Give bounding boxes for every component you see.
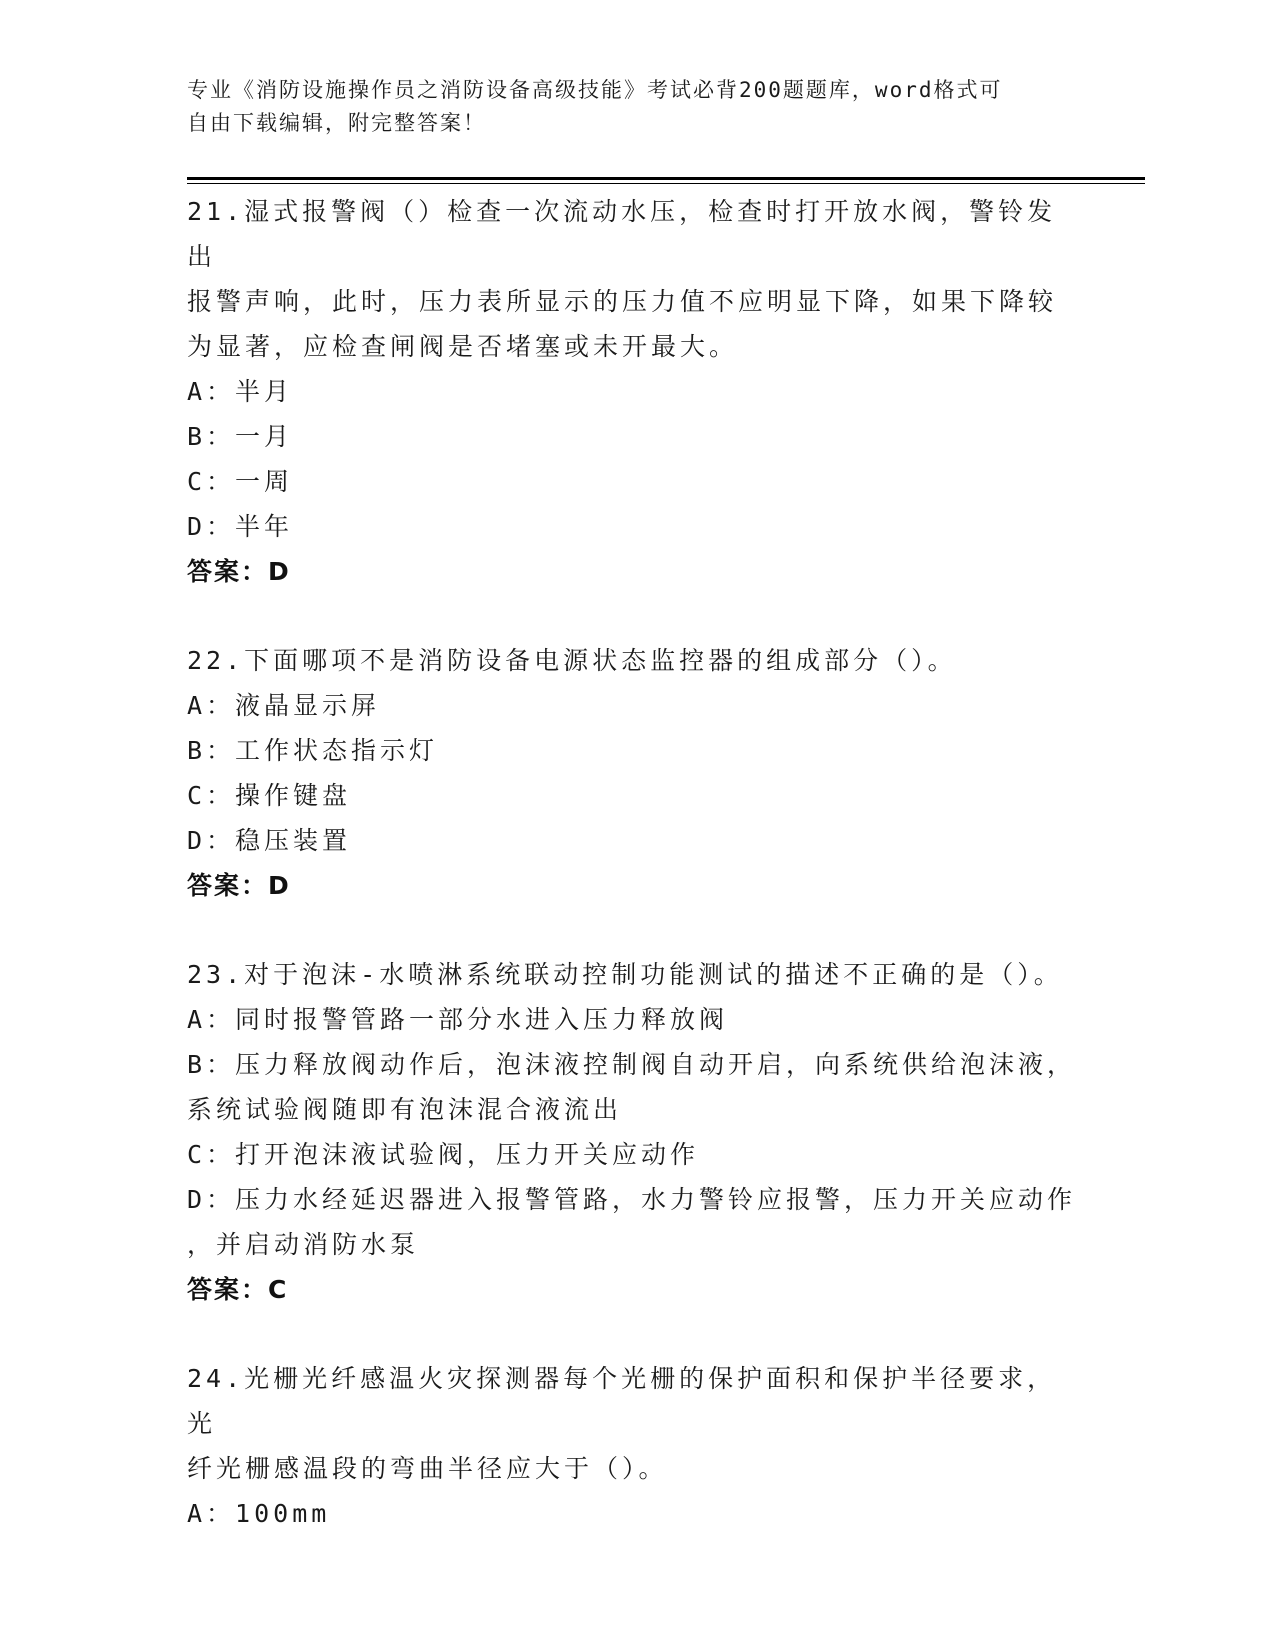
- option-c: C：打开泡沫液试验阀，压力开关应动作: [187, 1140, 700, 1169]
- option-a: A：液晶显示屏: [187, 691, 381, 720]
- option-b-continued: 系统试验阀随即有泡沫混合液流出: [187, 1095, 623, 1124]
- question-21: [187, 189, 1077, 594]
- option-d: D：压力水经延迟器进入报警管路，水力警铃应报警，压力开关应动作: [187, 1185, 1077, 1214]
- question-stem-line: 23.对于泡沫-水喷淋系统联动控制功能测试的描述不正确的是（）。: [187, 960, 1063, 989]
- option-d-continued: ，并启动消防水泵: [187, 1230, 420, 1259]
- option-a: A：半月: [187, 377, 294, 406]
- question-22: [187, 638, 1077, 908]
- header-line-2: 自由下载编辑，附完整答案！: [187, 111, 486, 135]
- header-divider-thick: [187, 177, 1145, 180]
- question-stem-line: 为显著，应检查闸阀是否堵塞或未开最大。: [187, 332, 739, 361]
- question-stem-line: 21.湿式报警阀（）检查一次流动水压，检查时打开放水阀，警铃发出: [187, 197, 1057, 271]
- option-b: B：压力释放阀动作后，泡沫液控制阀自动开启，向系统供给泡沫液，: [187, 1050, 1077, 1079]
- header-line-1: 专业《消防设施操作员之消防设备高级技能》考试必背200题题库，word格式可: [187, 78, 1003, 102]
- question-stem-line: 24.光栅光纤感温火灾探测器每个光栅的保护面积和保护半径要求，光: [187, 1364, 1057, 1438]
- option-c: C：一周: [187, 467, 294, 496]
- option-a: A：同时报警管路一部分水进入压力释放阀: [187, 1005, 729, 1034]
- option-d: D：半年: [187, 512, 294, 541]
- option-b: B：工作状态指示灯: [187, 736, 439, 765]
- answer: 答案：D: [187, 871, 291, 900]
- header-divider-thin: [187, 183, 1145, 184]
- question-stem-line: 22.下面哪项不是消防设备电源状态监控器的组成部分（）。: [187, 646, 957, 675]
- question-stem-line: 纤光栅感温段的弯曲半径应大于（）。: [187, 1454, 668, 1483]
- answer: 答案：C: [187, 1275, 289, 1304]
- question-list: [187, 189, 1077, 1580]
- question-stem-line: 报警声响，此时，压力表所显示的压力值不应明显下降，如果下降较: [187, 287, 1058, 316]
- answer: 答案：D: [187, 557, 291, 586]
- question-24: [187, 1356, 1077, 1536]
- option-d: D：稳压装置: [187, 826, 352, 855]
- option-a: A：100mm: [187, 1499, 331, 1528]
- question-23: [187, 952, 1077, 1312]
- document-header: [187, 74, 1067, 140]
- option-c: C：操作键盘: [187, 781, 352, 810]
- option-b: B：一月: [187, 422, 294, 451]
